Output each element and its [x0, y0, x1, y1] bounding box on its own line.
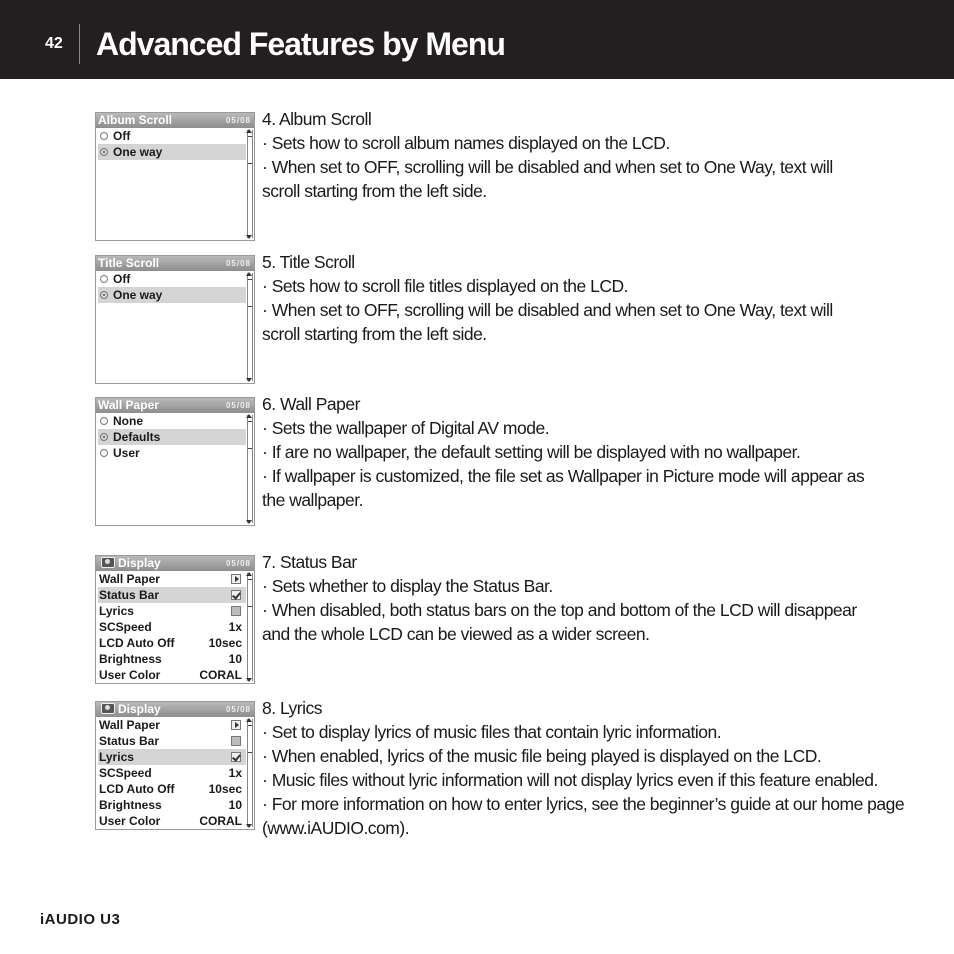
row-brightness[interactable] [98, 797, 246, 813]
option-label: Off [113, 272, 131, 286]
checkbox-unchecked-icon[interactable] [231, 606, 241, 616]
option-label: Off [113, 129, 131, 143]
row-label: SCSpeed [99, 766, 152, 780]
section-line: · When enabled, lyrics of the music file being played is displayed on the LCD. [262, 746, 822, 766]
row-status-bar[interactable] [98, 587, 246, 603]
row-value: 10sec [208, 636, 242, 650]
lcd-title: Album Scroll [98, 113, 173, 127]
row-label: LCD Auto Off [99, 636, 175, 650]
lcd-display-status-bar [95, 555, 255, 684]
section-line: · Set to display lyrics of music files that contain lyric information. [262, 722, 722, 742]
section-line: · When disabled, both status bars on the top and bottom of the LCD will disappear and the whole LCD can be viewed as a wider screen. [262, 600, 857, 644]
scrollbar[interactable] [247, 130, 253, 238]
lcd-title-scroll [95, 255, 255, 384]
section-line: · Sets the wallpaper of Digital AV mode. [262, 418, 550, 438]
option-none[interactable] [96, 413, 246, 429]
section-heading: 4. Album Scroll [262, 109, 372, 129]
option-label: One way [113, 288, 163, 302]
section-title-scroll [262, 250, 922, 346]
section-line: · When set to OFF, scrolling will be disabled and when set to One Way, text will scroll starting from the left side. [262, 300, 833, 344]
page-title: Advanced Features by Menu [96, 26, 505, 62]
row-user-color[interactable] [98, 813, 246, 829]
row-label: User Color [99, 814, 161, 828]
lcd-title: Title Scroll [98, 256, 160, 270]
row-label: Lyrics [99, 604, 134, 618]
section-heading: 5. Title Scroll [262, 252, 355, 272]
option-user[interactable] [96, 445, 246, 461]
scroll-thumb[interactable] [248, 725, 252, 753]
lcd-display-lyrics [95, 701, 255, 830]
arrow-right-icon [231, 720, 241, 730]
row-label: Lyrics [99, 750, 134, 764]
option-label: None [113, 414, 143, 428]
radio-icon [100, 417, 108, 425]
lcd-wall-paper [95, 397, 255, 526]
section-line: · For more information on how to enter lyrics, see the beginner’s guide at our home page (www.iAUDIO.com). [262, 794, 905, 838]
checkbox-checked-icon[interactable] [231, 590, 241, 600]
lcd-counter: 05/08 [225, 559, 251, 568]
row-lyrics[interactable] [98, 749, 246, 765]
scroll-thumb[interactable] [248, 279, 252, 307]
row-label: Status Bar [99, 588, 160, 602]
row-scspeed[interactable] [98, 619, 246, 635]
option-label: Defaults [113, 430, 161, 444]
row-label: Status Bar [99, 734, 160, 748]
display-icon [101, 703, 115, 714]
scrollbar[interactable] [247, 573, 253, 681]
scrollbar[interactable] [247, 719, 253, 827]
row-label: Wall Paper [99, 718, 160, 732]
option-label: One way [113, 145, 163, 159]
row-scspeed[interactable] [98, 765, 246, 781]
section-album-scroll [262, 107, 922, 203]
radio-icon [100, 449, 108, 457]
checkbox-checked-icon[interactable] [231, 752, 241, 762]
option-one-way[interactable] [98, 144, 246, 160]
row-wall-paper[interactable] [98, 717, 246, 733]
row-value: 10 [228, 652, 242, 666]
radio-icon [100, 275, 108, 283]
radio-icon [100, 132, 108, 140]
row-label: Brightness [99, 798, 162, 812]
row-value: 1x [228, 620, 242, 634]
section-wall-paper [262, 392, 922, 512]
section-line: · If are no wallpaper, the default setting will be displayed with no wallpaper. [262, 442, 801, 462]
section-lyrics [262, 696, 922, 840]
lcd-counter: 05/08 [225, 116, 251, 125]
section-heading: 6. Wall Paper [262, 394, 360, 414]
lcd-title-bar [96, 398, 254, 413]
scrollbar[interactable] [247, 415, 253, 523]
row-value: 1x [228, 766, 242, 780]
row-lyrics[interactable] [98, 603, 246, 619]
row-wall-paper[interactable] [98, 571, 246, 587]
section-line: · Sets how to scroll file titles displayed on the LCD. [262, 276, 628, 296]
footer-product-name: iAUDIO U3 [40, 911, 121, 928]
lcd-title-bar [96, 556, 254, 571]
section-line: · Sets how to scroll album names displayed on the LCD. [262, 133, 670, 153]
row-value: 10 [228, 798, 242, 812]
section-heading: 7. Status Bar [262, 552, 357, 572]
section-line: · When set to OFF, scrolling will be disabled and when set to One Way, text will scroll starting from the left side. [262, 157, 833, 201]
row-lcd-auto-off[interactable] [98, 635, 246, 651]
arrow-right-icon [231, 574, 241, 584]
section-line: · Sets whether to display the Status Bar. [262, 576, 553, 596]
option-off[interactable] [96, 271, 246, 287]
lcd-title-bar [96, 256, 254, 271]
row-label: SCSpeed [99, 620, 152, 634]
lcd-album-scroll [95, 112, 255, 241]
section-status-bar [262, 550, 922, 646]
row-brightness[interactable] [98, 651, 246, 667]
option-label: User [113, 446, 140, 460]
row-label: LCD Auto Off [99, 782, 175, 796]
row-status-bar[interactable] [98, 733, 246, 749]
row-value: 10sec [208, 782, 242, 796]
option-off[interactable] [96, 128, 246, 144]
radio-selected-icon [100, 433, 108, 441]
row-label: Brightness [99, 652, 162, 666]
option-one-way[interactable] [98, 287, 246, 303]
option-defaults[interactable] [98, 429, 246, 445]
scroll-thumb[interactable] [248, 421, 252, 449]
row-label: User Color [99, 668, 161, 682]
lcd-title-bar [96, 113, 254, 128]
section-line: · If wallpaper is customized, the file set as Wallpaper in Picture mode will appear as the wallpaper. [262, 466, 865, 510]
lcd-counter: 05/08 [225, 401, 251, 410]
header-divider [79, 24, 80, 64]
lcd-counter: 05/08 [225, 705, 251, 714]
row-label: Wall Paper [99, 572, 160, 586]
section-line: · Music files without lyric information will not display lyrics even if this feature enabled. [262, 770, 878, 790]
page-number: 42 [45, 35, 63, 52]
section-heading: 8. Lyrics [262, 698, 323, 718]
page-header [0, 0, 954, 79]
row-value: CORAL [199, 668, 242, 682]
scroll-thumb[interactable] [248, 136, 252, 164]
lcd-title: Display [118, 702, 161, 716]
scrollbar[interactable] [247, 273, 253, 381]
row-lcd-auto-off[interactable] [98, 781, 246, 797]
lcd-title: Display [118, 556, 161, 570]
radio-selected-icon [100, 148, 108, 156]
scroll-thumb[interactable] [248, 579, 252, 607]
lcd-counter: 05/08 [225, 259, 251, 268]
display-icon [101, 557, 115, 568]
lcd-title: Wall Paper [98, 398, 159, 412]
row-user-color[interactable] [98, 667, 246, 683]
checkbox-unchecked-icon[interactable] [231, 736, 241, 746]
lcd-title-bar [96, 702, 254, 717]
row-value: CORAL [199, 814, 242, 828]
radio-selected-icon [100, 291, 108, 299]
